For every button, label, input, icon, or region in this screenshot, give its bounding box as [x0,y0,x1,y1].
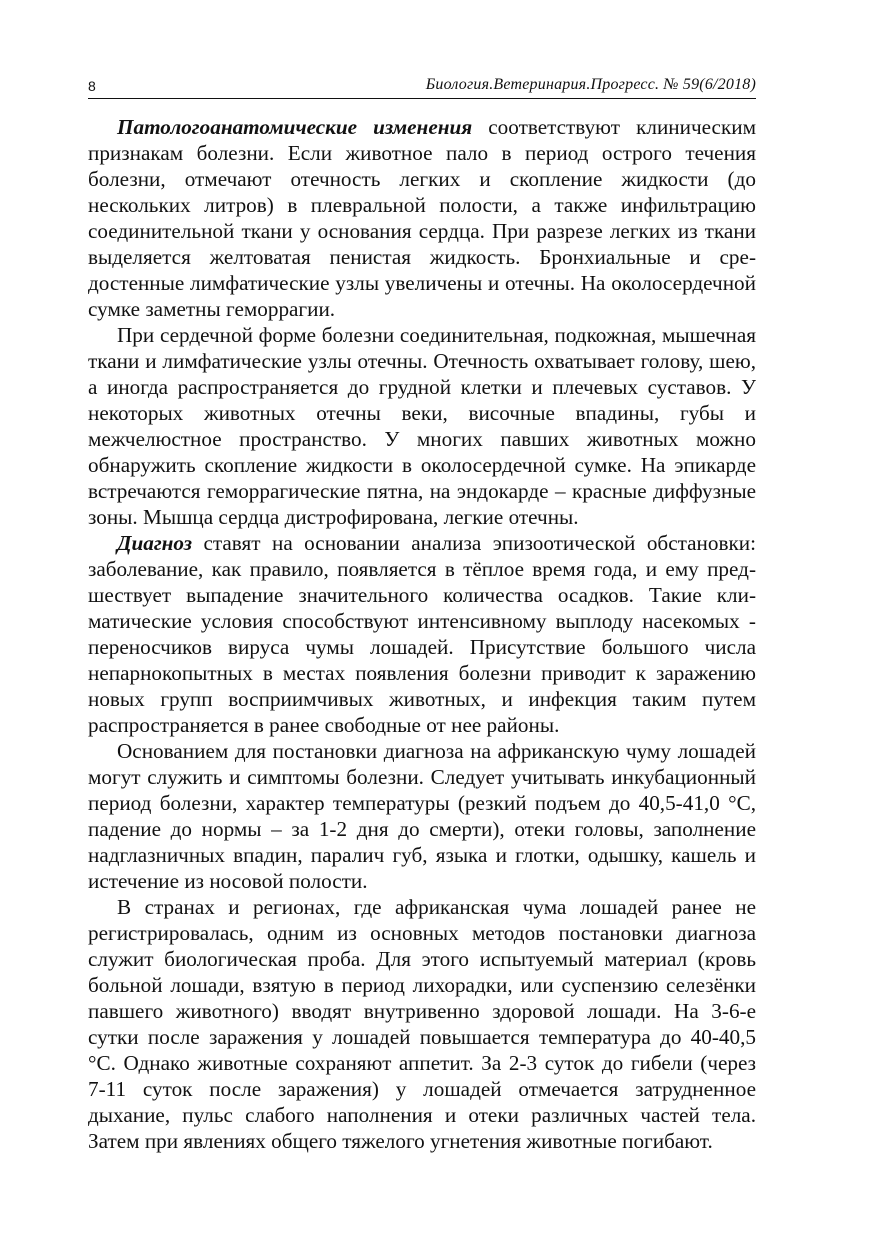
journal-title: Биология.Ветеринария.Прогресс. № 59(6/2018) [425,76,756,93]
paragraph-diagnosis [88,530,756,738]
paragraph-text: В странах и регионах, где африканская чума лошадей ранее не регистрировалась, одним из основных методов постановки диагноза служит биологическая проба. Для этого испытуемый материал (кровь больной лошади, взятую в период лихорадки, или суспензию селезёнки павшего животного) вводят внутривенно здоровой лошади. На 3-6-е сутки после заражения у лошадей повышается температура до 40-40,5 °С. Однако животные сохраняют аппетит. За 2-3 суток до гибели (через 7-11 суток после заражения) у лошадей отмечается затрудненное дыхание, пульс слабого наполнения и отеки различных частей тела. Затем при явлениях общего тяжелого угнетения животные погибают. [88,895,756,1153]
paragraph-symptoms [88,738,756,894]
paragraph-text: соответствуют клиническим признакам болезни. Если животное пало в период острого течения болезни, отмечают отечность легких и скопление жидкости (до нескольких литров) в плевральной полости, а также инфильтрацию соединительной ткани у основания сердца. При разрезе легких из ткани выделяется желтоватая пенистая жидкость. Бронхиальные и средостенные лимфатические узлы увеличены и отечны. На околосердечной сумке заметны геморрагии. [88,115,756,321]
paragraph-text: При сердечной форме болезни соединительная, подкожная, мышечная ткани и лимфатические узлы отечны. Отечность охватывает голову, шею, а иногда распространяется до грудной клетки и плечевых суставов. У некоторых животных отечны веки, височные впадины, губы и межчелюстное пространство. У многих павших животных можно обнаружить скопление жидкости в околосердечной сумке. На эпикарде встречаются геморрагические пятна, на эндокарде – красные диффузные зоны. Мышца сердца дистрофирована, легкие отечны. [88,323,756,529]
article-body [88,114,756,1154]
paragraph-text: Основанием для постановки диагноза на африканскую чуму лошадей могут служить и симптомы болезни. Следует учитывать инкубационный период болезни, характер температуры (резкий подъем до 40,5-41,0 °С, падение до нормы – за 1-2 дня до смерти), отеки головы, заполнение надглазничных впадин, паралич губ, языка и глотки, одышку, кашель и истечение из носовой полости. [88,739,756,893]
paragraph-pathology [88,114,756,322]
page-number: 8 [88,78,96,94]
term-pathology: Патологоанатомические изменения [117,115,473,139]
running-header [88,76,756,99]
term-diagnosis: Диагноз [117,531,193,555]
paragraph-bioassay [88,894,756,1154]
paragraph-text: ставят на основании анализа эпизоотической обстановки: заболевание, как правило, появляется в тёплое время года, и ему предшествует выпадение значительного количества осадков. Такие климатические условия способствуют интенсивному выплоду насекомых - переносчиков вируса чумы лошадей. Присутствие большого числа непарнокопытных в местах появления болезни приводит к заражению новых групп восприимчивых животных, и инфекция таким путем распространяется в ранее свободные от нее районы. [88,531,756,737]
paragraph-cardiac-form [88,322,756,530]
